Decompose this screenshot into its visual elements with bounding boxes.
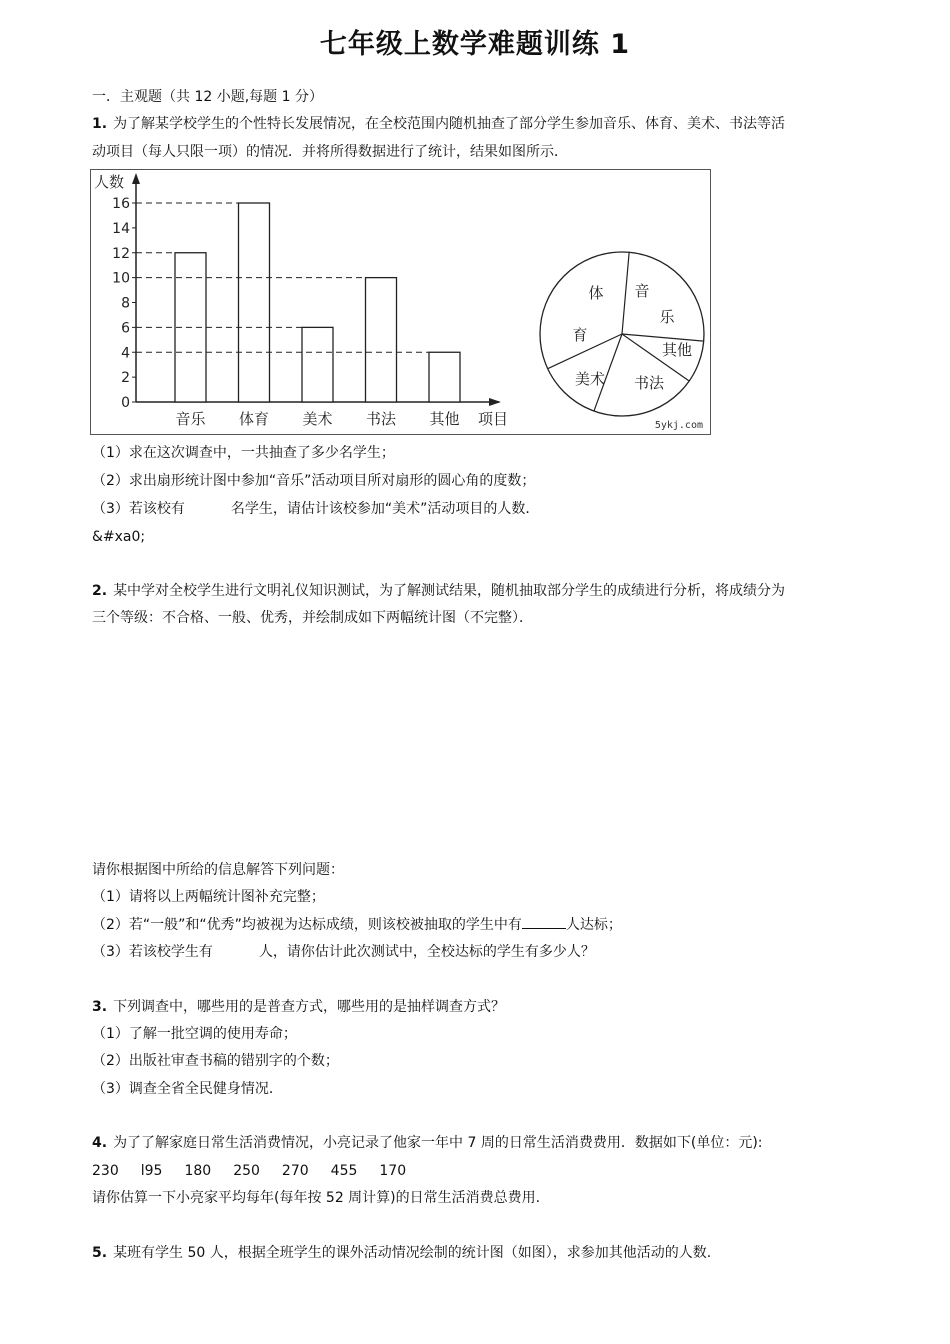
q4-data-value: 170 bbox=[379, 1163, 407, 1179]
section-header: 一．主观题（共 12 小题,每题 1 分） bbox=[92, 89, 323, 105]
q1-stem-line1 bbox=[92, 114, 785, 134]
q1-sub3-part-b: 名学生，请估计该校参加“美术”活动项目的人数． bbox=[230, 501, 540, 517]
bar-category-label: 美术 bbox=[302, 410, 333, 428]
q1-sub3 bbox=[92, 499, 539, 519]
bar-y-axis-arrow bbox=[132, 173, 140, 184]
q1-stray-entity: &#xa0; bbox=[92, 529, 146, 545]
q2-stem-text: 某中学对全校学生进行文明礼仪知识测试，为了解测试结果，随机抽取部分学生的成绩进行分析，将成绩分为 bbox=[113, 583, 786, 599]
pie-label-pe: 育 bbox=[572, 326, 588, 344]
q1-number: 1. bbox=[92, 116, 108, 132]
q1-figure bbox=[90, 169, 711, 435]
watermark: 5ykj.com bbox=[654, 420, 703, 431]
q4-data-value: 455 bbox=[330, 1163, 358, 1179]
bar-y-tick-label: 4 bbox=[121, 345, 130, 362]
q5-stem bbox=[92, 1243, 711, 1263]
bar-y-tick-label: 10 bbox=[112, 270, 130, 287]
q2-sub3-part-b: 人，请你估计此次测试中，全校达标的学生有多少人？ bbox=[258, 944, 595, 960]
bar-category-label: 音乐 bbox=[175, 410, 206, 428]
pie-label-pe: 体 bbox=[588, 284, 604, 302]
q2-number: 2. bbox=[92, 583, 108, 599]
q2-sub2-part-b: 人达标； bbox=[565, 917, 622, 933]
q1-charts-svg bbox=[91, 170, 710, 434]
q3-sub1: （1）了解一批空调的使用寿命； bbox=[92, 1026, 297, 1042]
bar-y-tick-label: 16 bbox=[112, 196, 130, 212]
q4-data-value: 250 bbox=[233, 1163, 260, 1179]
q4-data-value: 270 bbox=[281, 1163, 309, 1179]
bar-美术 bbox=[302, 327, 333, 402]
q2-stem-line1 bbox=[92, 581, 785, 601]
pie-label-art: 美术 bbox=[574, 370, 606, 388]
bar-书法 bbox=[366, 278, 397, 402]
q2-stem-line2: 三个等级：不合格、一般、优秀，并绘制成如下两幅统计图（不完整）． bbox=[92, 610, 533, 626]
bar-体育 bbox=[239, 203, 270, 402]
q5-stem-text: 某班有学生 50 人，根据全班学生的课外活动情况绘制的统计图（如图），求参加其他活动的人数. bbox=[113, 1245, 712, 1261]
q3-stem bbox=[92, 997, 505, 1017]
bar-category-label: 其他 bbox=[429, 410, 460, 428]
bar-x-axis-arrow bbox=[489, 398, 501, 406]
q3-stem-text: 下列调查中，哪些用的是普查方式，哪些用的是抽样调查方式？ bbox=[113, 999, 506, 1015]
q3-number: 3. bbox=[92, 999, 108, 1015]
pie-label-calligraphy: 书法 bbox=[633, 374, 665, 392]
q2-lead: 请你根据图中所给的信息解答下列问题： bbox=[92, 862, 344, 878]
q1-sub3-part-a: （3）若该校有 bbox=[92, 501, 185, 517]
bar-y-axis-label: 人数 bbox=[94, 173, 125, 191]
q4-number: 4. bbox=[92, 1135, 108, 1151]
q1-stem-text: 为了解某学校学生的个性特长发展情况，在全校范围内随机抽查了部分学生参加音乐、体育、美术、书法等活 bbox=[113, 116, 786, 132]
q4-question: 请你估算一下小亮家平均每年(每年按 52 周计算)的日常生活消费总费用. bbox=[92, 1190, 541, 1206]
bar-y-tick-label: 8 bbox=[121, 295, 130, 312]
q4-data-value: 180 bbox=[184, 1163, 212, 1179]
q2-sub2-part-a: （2）若“一般”和“优秀”均被视为达标成绩，则该校被抽取的学生中有 bbox=[92, 917, 522, 933]
bar-category-label: 书法 bbox=[365, 410, 397, 428]
q4-stem-text: 为了了解家庭日常生活消费情况，小亮记录了他家一年中 7 周的日常生活消费费用．数据如下(单位：元): bbox=[113, 1135, 763, 1151]
q2-sub3 bbox=[92, 942, 595, 962]
q3-sub2: （2）出版社审查书稿的错别字的个数； bbox=[92, 1053, 339, 1069]
q2-sub2 bbox=[92, 914, 622, 935]
pie-label-music: 乐 bbox=[659, 308, 675, 326]
q2-sub3-part-a: （3）若该校学生有 bbox=[92, 944, 213, 960]
q5-number: 5. bbox=[92, 1245, 108, 1261]
q3-sub3: （3）调查全省全民健身情况． bbox=[92, 1081, 283, 1097]
q2-answer-blank[interactable] bbox=[522, 914, 566, 929]
bar-y-tick-label: 2 bbox=[121, 370, 130, 387]
q2-sub1: （1）请将以上两幅统计图补充完整； bbox=[92, 889, 325, 905]
q1-sub2: （2）求出扇形统计图中参加“音乐”活动项目所对扇形的圆心角的度数； bbox=[92, 473, 536, 489]
bar-y-tick-label: 0 bbox=[121, 395, 130, 411]
q4-data-value: 230 bbox=[92, 1163, 119, 1179]
bar-y-tick-label: 14 bbox=[112, 220, 130, 237]
q4-stem bbox=[92, 1133, 763, 1153]
q4-data-row bbox=[92, 1161, 406, 1181]
q1-stem-line2: 动项目（每人只限一项）的情况．并将所得数据进行了统计，结果如图所示． bbox=[92, 144, 568, 160]
bar-y-tick-label: 6 bbox=[121, 320, 130, 337]
bar-y-tick-label: 12 bbox=[112, 245, 130, 262]
bar-其他 bbox=[429, 352, 460, 402]
pie-label-music: 音 bbox=[634, 282, 650, 300]
q4-data-value: l95 bbox=[140, 1163, 163, 1179]
bar-x-axis-label: 项目 bbox=[477, 410, 509, 428]
q1-sub1: （1）求在这次调查中，一共抽查了多少名学生； bbox=[92, 445, 395, 461]
page-title: 七年级上数学难题训练 1 bbox=[319, 29, 631, 60]
bar-category-label: 体育 bbox=[238, 410, 270, 428]
pie-label-other: 其他 bbox=[661, 341, 693, 359]
